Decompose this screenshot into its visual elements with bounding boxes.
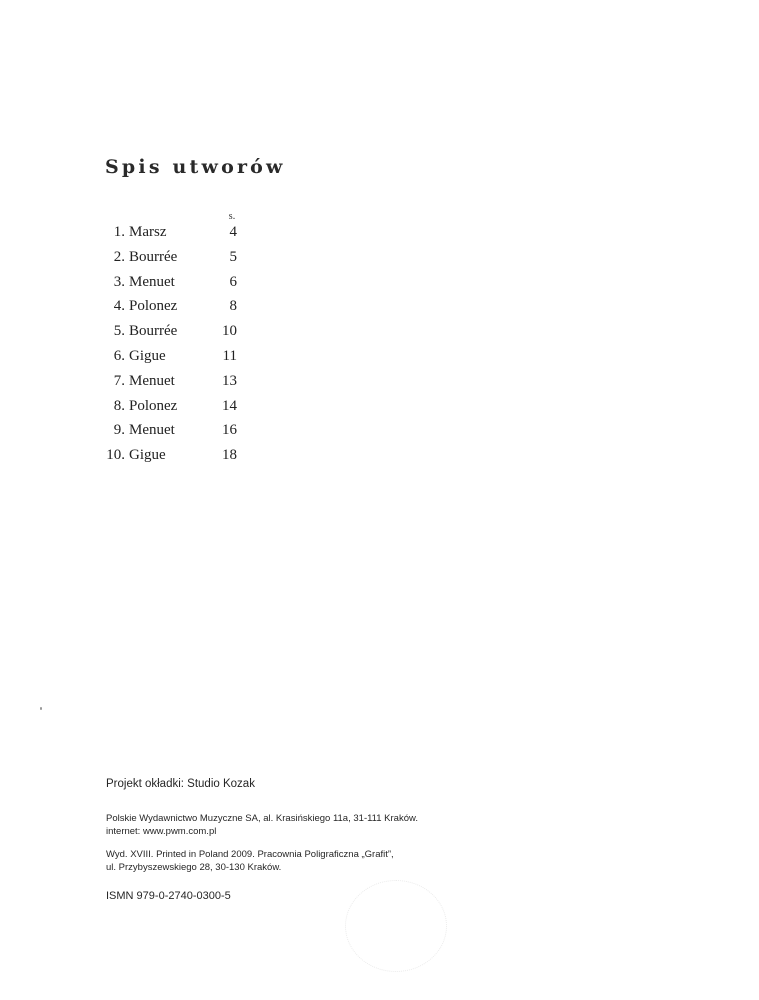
toc-row xyxy=(100,443,250,468)
toc-number: 3. xyxy=(113,273,125,290)
toc-title: Gigue xyxy=(129,347,166,364)
toc-title: Gigue xyxy=(129,447,166,464)
toc-row xyxy=(100,418,250,443)
toc-number: 5. xyxy=(113,323,125,340)
toc-row xyxy=(100,319,250,344)
toc-row xyxy=(100,270,250,295)
toc-title: Marsz xyxy=(129,224,167,240)
page-column-header: s. xyxy=(228,211,236,222)
toc-number: 4. xyxy=(113,298,125,315)
ismn-text: ISMN 979-0-2740-0300-5 xyxy=(106,890,231,902)
toc-page: 6 xyxy=(229,273,237,290)
toc-row xyxy=(100,294,250,319)
edition-line: Wyd. XVIII. Printed in Poland 2009. Pracownia Poligraficzna „Grafit”, xyxy=(106,849,394,860)
toc-page: 8 xyxy=(229,298,237,315)
toc-row xyxy=(100,394,250,419)
toc-title: Polonez xyxy=(129,397,178,414)
toc-title: Bourrée xyxy=(129,323,178,340)
publisher-info xyxy=(106,812,418,838)
cover-credit xyxy=(106,778,255,790)
toc-row xyxy=(100,369,250,394)
edition-info xyxy=(106,848,394,874)
toc-page: 5 xyxy=(229,248,237,265)
toc-title: Menuet xyxy=(129,422,175,439)
toc-page: 10 xyxy=(222,323,237,340)
toc-title: Bourrée xyxy=(129,248,178,265)
ismn-number xyxy=(106,890,231,902)
faded-stamp xyxy=(345,880,447,972)
toc-number: 10. xyxy=(106,447,125,464)
publisher-website: internet: www.pwm.com.pl xyxy=(106,826,217,837)
toc-title: Menuet xyxy=(129,372,175,389)
toc-row xyxy=(100,344,250,369)
printer-address: ul. Przybyszewskiego 28, 30-130 Kraków. xyxy=(106,862,282,873)
scan-speck xyxy=(40,707,42,710)
cover-credit-text: Projekt okładki: Studio Kozak xyxy=(106,778,255,790)
toc-page: 16 xyxy=(222,422,237,439)
toc-page: 13 xyxy=(222,372,237,389)
toc-number: 7. xyxy=(113,372,125,389)
page-title: Spis utworów xyxy=(105,156,286,178)
publisher-address: Polskie Wydawnictwo Muzyczne SA, al. Krasińskiego 11a, 31-111 Kraków. xyxy=(106,813,418,824)
toc-page: 14 xyxy=(222,397,237,414)
toc-number: 8. xyxy=(113,397,125,414)
toc-page: 18 xyxy=(222,447,237,464)
toc-title: Polonez xyxy=(129,298,178,315)
toc-page: 11 xyxy=(222,347,237,364)
toc-row xyxy=(100,220,250,245)
toc-number: 1. xyxy=(113,224,125,240)
toc-number: 9. xyxy=(113,422,125,439)
toc-title: Menuet xyxy=(129,273,175,290)
table-of-contents xyxy=(100,220,250,468)
toc-number: 6. xyxy=(113,347,125,364)
toc-number: 2. xyxy=(113,248,125,265)
toc-row xyxy=(100,245,250,270)
toc-page: 4 xyxy=(229,224,237,240)
